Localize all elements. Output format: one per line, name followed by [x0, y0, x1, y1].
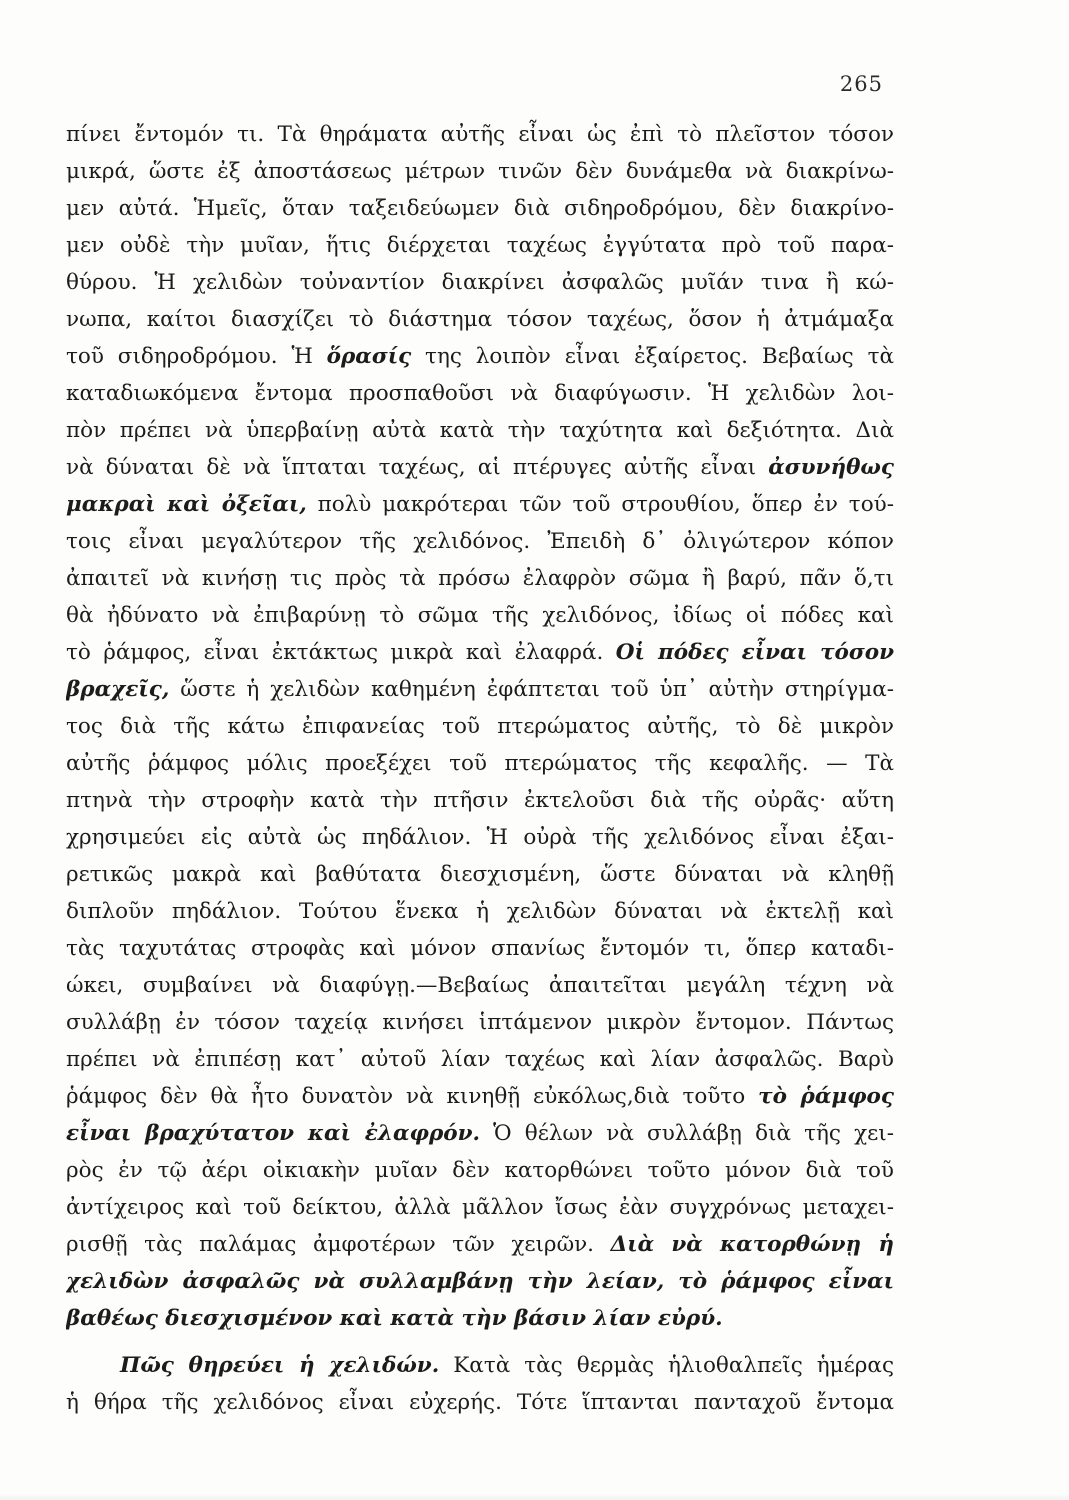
text-segment: μικρά, ὥστε ἐξ ἀποστάσεως μέτρων τινῶν δὲν δυνάμεθα νὰ διακρίνω- [66, 159, 894, 184]
emphasized-text: τὸ ῥάμφος [758, 1084, 894, 1109]
text-segment: πολὺ μακρότεραι τῶν τοῦ στρουθίου, ὅπερ ἐν τού- [306, 492, 894, 517]
text-segment: Ὁ θέλων νὰ συλλάβῃ διὰ τῆς χει- [479, 1121, 894, 1146]
text-line [66, 264, 894, 301]
text-segment: διπλοῦν πηδάλιον. Τούτου ἕνεκα ἡ χελιδὼν δύναται νὰ ἐκτελῇ καὶ [66, 899, 894, 924]
text-segment: ρετικῶς μακρὰ καὶ βαθύτατα διεσχισμένη, ὥστε δύναται νὰ κληθῇ [66, 862, 894, 887]
text-segment: θύρου. Ἡ χελιδὼν τοὐναντίον διακρίνει ἀσφαλῶς μυῖάν τινα ἢ κώ- [66, 270, 894, 295]
emphasized-text: εἶναι βραχύτατον καὶ ἐλαφρόν. [66, 1121, 480, 1146]
text-line [66, 893, 894, 930]
text-line [66, 375, 894, 412]
text-line [66, 1226, 894, 1263]
text-line [66, 1300, 894, 1337]
emphasized-text: χελιδὼν ἀσφαλῶς νὰ συλλαμβάνῃ τὴν λείαν, τὸ ῥάμφος εἶναι [66, 1269, 894, 1294]
text-line [66, 1078, 894, 1115]
text-segment: ῥάμφος δὲν θὰ ἦτο δυνατὸν νὰ κινηθῇ εὐκόλως,διὰ τοῦτο [66, 1084, 759, 1109]
text-line [66, 486, 894, 523]
text-line [66, 190, 894, 227]
text-line [66, 634, 894, 671]
text-line [66, 227, 894, 264]
text-segment: πὸν πρέπει νὰ ὑπερβαίνῃ αὐτὰ κατὰ τὴν ταχύτητα καὶ δεξιότητα. Διὰ [66, 418, 894, 443]
text-line [66, 856, 894, 893]
text-line [66, 412, 894, 449]
paragraph-gap [66, 1337, 894, 1347]
text-line [66, 708, 894, 745]
page-number: 265 [839, 72, 883, 96]
text-segment: πρέπει νὰ ἐπιπέσῃ κατ᾽ αὐτοῦ λίαν ταχέως καὶ λίαν ἀσφαλῶς. Βαρὺ [66, 1047, 894, 1072]
scan-edge [0, 1494, 1069, 1500]
emphasized-text: ὅρασίς [326, 344, 412, 369]
text-segment: ἀντίχειρος καὶ τοῦ δείκτου, ἀλλὰ μᾶλλον ἴσως ἐὰν συγχρόνως μεταχει- [66, 1195, 894, 1220]
text-line [66, 1189, 894, 1226]
text-segment: χρησιμεύει εἰς αὐτὰ ὡς πηδάλιον. Ἡ οὐρὰ τῆς χελιδόνος εἶναι ἐξαι- [66, 825, 894, 850]
text-line [66, 560, 894, 597]
text-segment: καταδιωκόμενα ἔντομα προσπαθοῦσι νὰ διαφύγωσιν. Ἡ χελιδὼν λοι- [66, 381, 894, 406]
text-line [66, 1384, 894, 1421]
text-segment: Κατὰ τὰς θερμὰς ἡλιοθαλπεῖς ἡμέρας [439, 1353, 894, 1378]
text-line [66, 523, 894, 560]
text-line [66, 1004, 894, 1041]
text-line [66, 930, 894, 967]
text-segment: ἡ θήρα τῆς χελιδόνος εἶναι εὐχερής. Τότε ἵπτανται πανταχοῦ ἔντομα [66, 1390, 894, 1415]
text-line [66, 338, 894, 375]
text-line [66, 671, 894, 708]
emphasized-text: βραχεῖς, [66, 677, 170, 702]
text-segment: μεν οὐδὲ τὴν μυῖαν, ἥτις διέρχεται ταχέως ἐγγύτατα πρὸ τοῦ παρα- [66, 233, 894, 258]
emphasized-text: Διὰ νὰ κατορθώνῃ ἡ [610, 1232, 894, 1257]
text-line [66, 819, 894, 856]
text-line [66, 1152, 894, 1189]
text-segment: νὰ δύναται δὲ νὰ ἵπταται ταχέως, αἱ πτέρυγες αὐτῆς εἶναι [66, 455, 769, 480]
text-segment: τοῦ σιδηροδρόμου. Ἡ [66, 344, 327, 369]
text-line [66, 745, 894, 782]
text-segment: ρισθῇ τὰς παλάμας ἀμφοτέρων τῶν χειρῶν. [66, 1232, 611, 1257]
text-segment: θὰ ἠδύνατο νὰ ἐπιβαρύνῃ τὸ σῶμα τῆς χελιδόνος, ἰδίως οἱ πόδες καὶ [66, 603, 894, 628]
text-line [66, 1041, 894, 1078]
text-segment: ρὸς ἐν τῷ ἀέρι οἰκιακὴν μυῖαν δὲν κατορθώνει τοῦτο μόνον διὰ τοῦ [66, 1158, 894, 1183]
emphasized-text: Οἱ πόδες εἶναι τόσον [615, 640, 894, 665]
emphasized-text: ἀσυνήθως [768, 455, 894, 480]
text-line [66, 153, 894, 190]
emphasized-text: μακραὶ καὶ ὀξεῖαι, [66, 492, 307, 517]
text-segment: πτηνὰ τὴν στροφὴν κατὰ τὴν πτῆσιν ἐκτελοῦσι διὰ τῆς οὐρᾶς· αὕτη [66, 788, 894, 813]
text-line [66, 1115, 894, 1152]
text-segment: ἀπαιτεῖ νὰ κινήσῃ τις πρὸς τὰ πρόσω ἐλαφρὸν σῶμα ἢ βαρύ, πᾶν ὅ,τι [66, 566, 894, 591]
text-segment: μεν αὐτά. Ἡμεῖς, ὅταν ταξειδεύωμεν διὰ σιδηροδρόμου, δὲν διακρίνο- [66, 196, 894, 221]
paragraph-swallow-anatomy [66, 116, 894, 1337]
text-segment: ώκει, συμβαίνει νὰ διαφύγῃ.—Βεβαίως ἀπαιτεῖται μεγάλη τέχνη νὰ [66, 973, 894, 998]
text-line [66, 1263, 894, 1300]
text-line [66, 301, 894, 338]
text-segment: τος διὰ τῆς κάτω ἐπιφανείας τοῦ πτερώματος αὐτῆς, τὸ δὲ μικρὸν [66, 714, 894, 739]
text-line [66, 449, 894, 486]
text-segment: τὰς ταχυτάτας στροφὰς καὶ μόνον σπανίως ἔντομόν τι, ὅπερ καταδι- [66, 936, 894, 961]
text-segment: συλλάβῃ ἐν τόσον ταχείᾳ κινήσει ἱπτάμενον μικρὸν ἔντομον. Πάντως [66, 1010, 894, 1035]
text-segment: ὥστε ἡ χελιδὼν καθημένη ἐφάπτεται τοῦ ὑπ᾽ αὐτὴν στηρίγμα- [169, 677, 894, 702]
paragraph-how-swallow-hunts [66, 1347, 894, 1421]
text-line [66, 782, 894, 819]
body-text [66, 116, 894, 1421]
emphasized-text: βαθέως διεσχισμένον καὶ κατὰ τὴν βάσιν λίαν εὐρύ. [66, 1306, 723, 1331]
text-segment: της λοιπὸν εἶναι ἐξαίρετος. Βεβαίως τὰ [411, 344, 894, 369]
text-segment: νωπα, καίτοι διασχίζει τὸ διάστημα τόσον ταχέως, ὅσον ἡ ἀτμάμαξα [66, 307, 894, 332]
emphasized-text: Πῶς θηρεύει ἡ χελιδών. [120, 1353, 440, 1378]
text-line [66, 116, 894, 153]
text-segment: πίνει ἔντομόν τι. Τὰ θηράματα αὐτῆς εἶναι ὡς ἐπὶ τὸ πλεῖστον τόσον [66, 122, 894, 147]
text-line [66, 1347, 894, 1384]
text-segment: τὸ ῥάμφος, εἶναι ἐκτάκτως μικρὰ καὶ ἐλαφρά. [66, 640, 616, 665]
text-line [66, 967, 894, 1004]
text-segment: αὐτῆς ῥάμφος μόλις προεξέχει τοῦ πτερώματος τῆς κεφαλῆς. — Τὰ [66, 751, 894, 776]
text-segment: τοις εἶναι μεγαλύτερον τῆς χελιδόνος. Ἐπειδὴ δ᾽ ὀλιγώτερον κόπον [66, 529, 894, 554]
text-line [66, 597, 894, 634]
